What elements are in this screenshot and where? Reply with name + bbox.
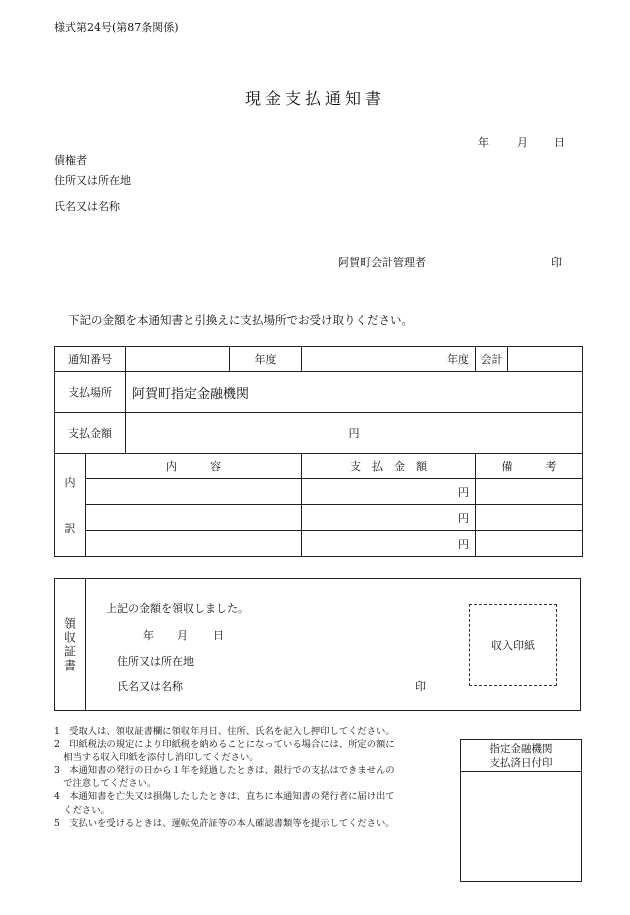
bank-stamp-line1: 指定金融機関 xyxy=(489,743,553,755)
date-day-label: 日 xyxy=(554,136,565,149)
row-3-amount[interactable]: 円 xyxy=(302,531,476,557)
receipt-name-label: 氏名又は名称 xyxy=(117,680,183,693)
bank-stamp-box xyxy=(460,739,582,882)
receipt-address-label: 住所又は所在地 xyxy=(117,655,194,668)
column-header-content: 内 容 xyxy=(86,454,302,479)
payment-table xyxy=(54,346,583,557)
form-number: 様式第24号(第87条関係) xyxy=(54,21,179,34)
note-3: 3 本通知書の発行の日から１年を経過したときは、銀行での支払はできませんの xyxy=(54,765,395,777)
column-header-amount: 支 払 金 額 xyxy=(302,454,476,479)
row-1-content[interactable] xyxy=(86,479,302,505)
date-month-label: 月 xyxy=(517,136,528,149)
payment-amount-yen: 円 xyxy=(126,413,583,454)
breakdown-label-2: 訳 xyxy=(64,522,76,535)
note-5: 5 支払いを受けるときは、運転免許証等の本人確認書類等を提示してください。 xyxy=(54,817,395,829)
receipt-statement: 上記の金額を領収しました。 xyxy=(106,602,249,615)
breakdown-label xyxy=(55,454,86,557)
revenue-stamp-box xyxy=(469,604,557,686)
creditor-address-label: 住所又は所在地 xyxy=(54,174,131,187)
payment-place-label: 支払場所 xyxy=(55,372,126,413)
account-field[interactable] xyxy=(508,347,583,372)
note-4: 4 本通知書を亡失又は損傷したしたときは、直ちに本通知書の発行者に届け出て xyxy=(54,791,395,803)
receipt-section xyxy=(54,578,581,711)
instruction-text: 下記の金額を本通知書と引換えに支払場所でお受け取りください。 xyxy=(68,313,413,327)
creditor-name-label: 氏名又は名称 xyxy=(54,200,120,213)
revenue-stamp-label: 収入印紙 xyxy=(491,639,535,652)
fiscal-year-label-2: 年度 xyxy=(302,347,476,372)
document-title: 現金支払通知書 xyxy=(244,89,385,108)
row-2-content[interactable] xyxy=(86,505,302,531)
row-1-amount[interactable]: 円 xyxy=(302,479,476,505)
bank-stamp-header xyxy=(461,740,581,772)
issuer-seal: 印 xyxy=(551,256,562,269)
breakdown-label-1: 内 xyxy=(64,476,76,489)
receipt-date-day: 日 xyxy=(213,629,224,642)
fiscal-year-label: 年度 xyxy=(230,347,302,372)
row-2-amount[interactable]: 円 xyxy=(302,505,476,531)
receipt-seal: 印 xyxy=(415,680,426,693)
note-4-cont: ください。 xyxy=(54,804,110,816)
row-3-content[interactable] xyxy=(86,531,302,557)
row-2-remark[interactable] xyxy=(476,505,583,531)
payment-amount-label: 支払金額 xyxy=(55,413,126,454)
receipt-label: 領収証書 xyxy=(62,616,77,673)
bank-stamp-line2: 支払済日付印 xyxy=(489,757,553,769)
account-label: 会計 xyxy=(476,347,508,372)
note-2-cont: 相当する収入印紙を添付し消印してください。 xyxy=(54,752,259,764)
receipt-date-month: 月 xyxy=(177,629,188,642)
column-header-remarks: 備 考 xyxy=(476,454,583,479)
notice-number-label: 通知番号 xyxy=(55,347,126,372)
note-2: 2 印紙税法の規定により印紙税を納めることになっている場合には、所定の額に xyxy=(54,739,395,751)
receipt-date-year: 年 xyxy=(143,629,154,642)
notes-list xyxy=(54,725,454,830)
notice-number-field[interactable] xyxy=(126,347,230,372)
issuer-label: 阿賀町会計管理者 xyxy=(338,256,426,269)
creditor-label: 債権者 xyxy=(54,154,87,167)
row-1-remark[interactable] xyxy=(476,479,583,505)
note-1: 1 受取人は、領収証書欄に領収年月日、住所、氏名を記入し押印してください。 xyxy=(54,726,395,737)
date-year-label: 年 xyxy=(478,136,489,149)
row-3-remark[interactable] xyxy=(476,531,583,557)
payment-place-value: 阿賀町指定金融機関 xyxy=(126,372,583,413)
note-3-cont: で注意してください。 xyxy=(54,778,157,790)
receipt-label-cell xyxy=(55,579,86,710)
